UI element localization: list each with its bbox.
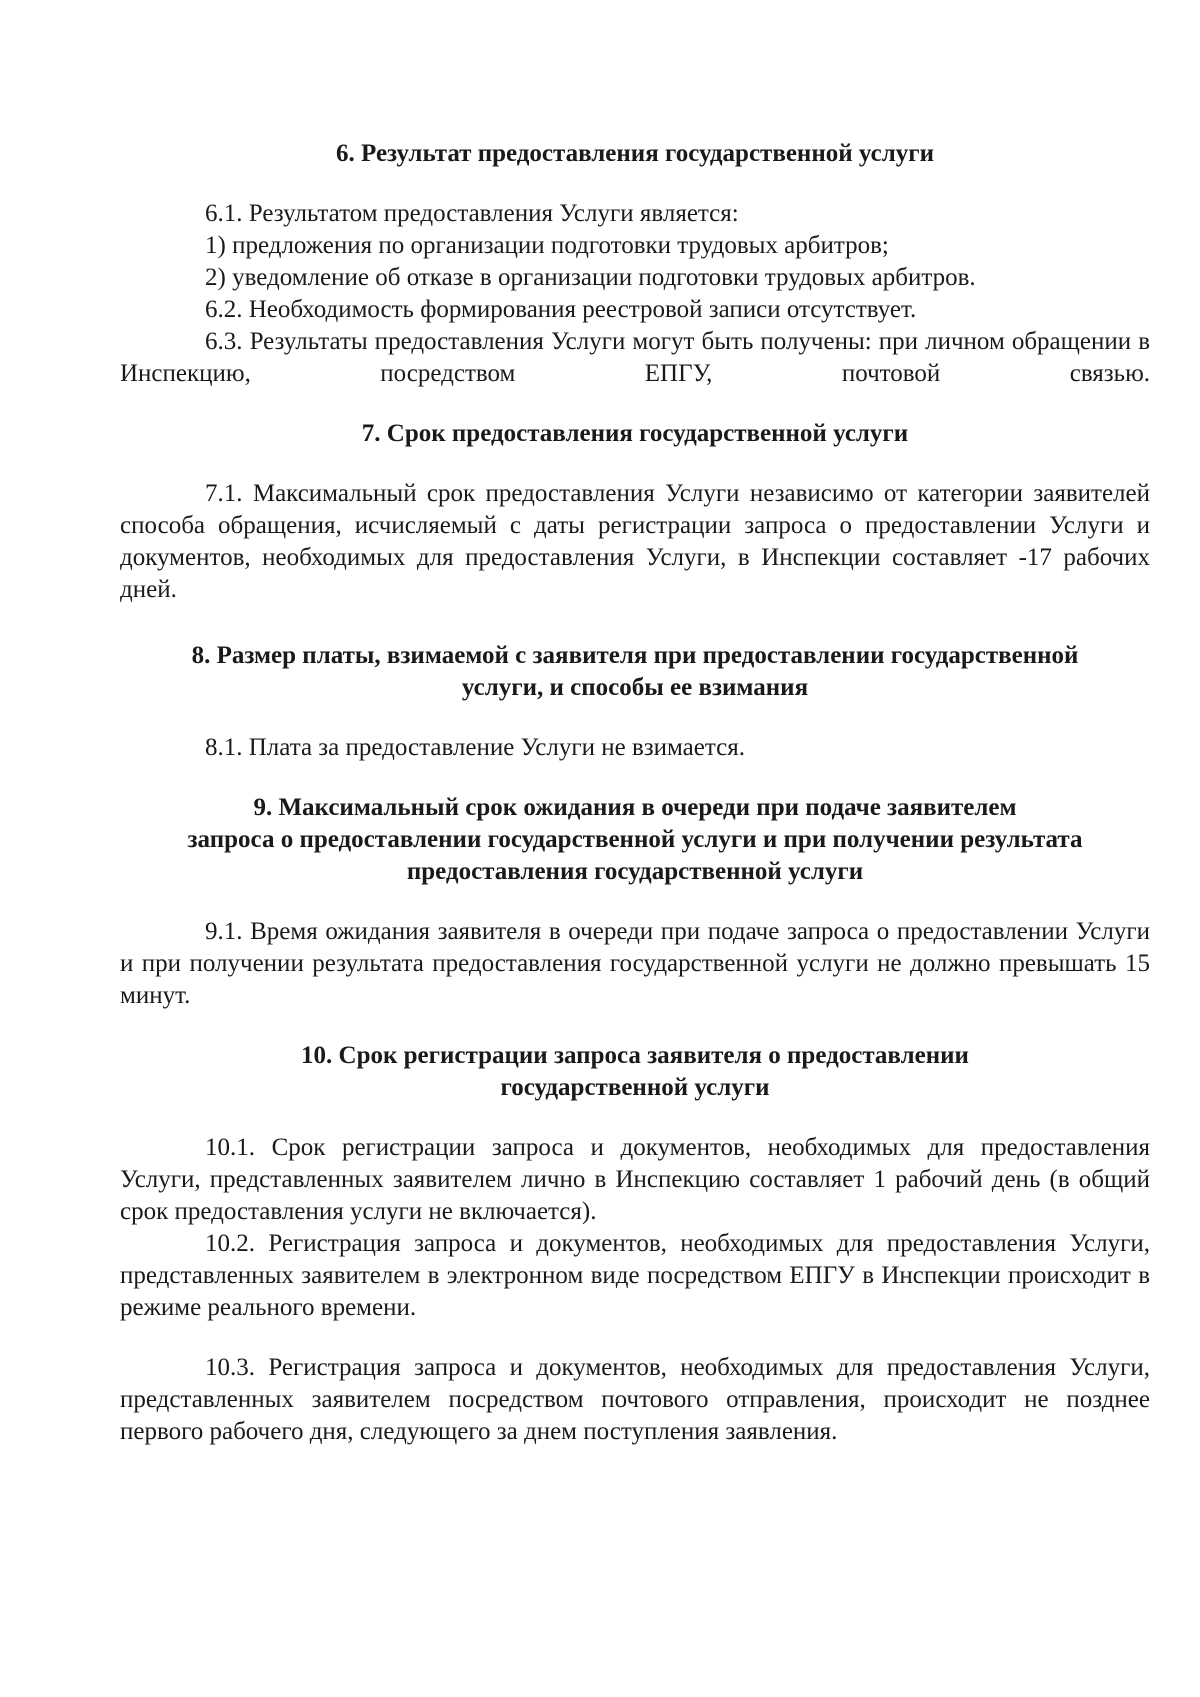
document-page xyxy=(120,138,1150,1448)
paragraph-10-3: 10.3. Регистрация запроса и документов, необходимых для предоставления Услуги, представленных заявителем посредством почтового отправления, происходит не позднее первого рабочего дня, следующего за днем поступления заявления. xyxy=(120,1354,1150,1445)
paragraph-6-3: 6.3. Результаты предоставления Услуги могут быть получены: при личном обращении в Инспекцию, посредством ЕПГУ, почтовой связью. xyxy=(120,328,1150,387)
paragraph-10-2: 10.2. Регистрация запроса и документов, необходимых для предоставления Услуги, представленных заявителем в электронном виде посредством ЕПГУ в Инспекции происходит в режиме реального времени. xyxy=(120,1230,1150,1321)
paragraph-6-2: 6.2. Необходимость формирования реестровой записи отсутствует. xyxy=(205,296,917,323)
paragraph-7-1: 7.1. Максимальный срок предоставления Услуги независимо от категории заявителей способа обращения, исчисляемый с даты регистрации запроса о предоставлении Услуги и документов, необходимых для предоставления Услуги, в Инспекции составляет -17 рабочих дней. xyxy=(120,480,1150,603)
paragraph-6-1-item-1: 1) предложения по организации подготовки трудовых арбитров; xyxy=(205,232,889,259)
section-7-heading: 7. Срок предоставления государственной услуги xyxy=(361,420,909,447)
section-8-heading-line-1: 8. Размер платы, взимаемой с заявителя при предоставлении государственной xyxy=(191,642,1079,669)
section-9-heading-line-1: 9. Максимальный срок ожидания в очереди при подаче заявителем xyxy=(253,794,1017,821)
section-9-heading-line-2: запроса о предоставлении государственной услуги и при получении результата xyxy=(187,826,1083,853)
paragraph-6-1-item-2: 2) уведомление об отказе в организации подготовки трудовых арбитров. xyxy=(205,264,976,291)
section-8-heading-line-2: услуги, и способы ее взимания xyxy=(461,674,809,701)
section-8-heading xyxy=(120,640,1150,704)
paragraph-10-1: 10.1. Срок регистрации запроса и документов, необходимых для предоставления Услуги, представленных заявителем лично в Инспекцию составляет 1 рабочий день (в общий срок предоставления услуги не включается). xyxy=(120,1134,1150,1225)
paragraph-6-1: 6.1. Результатом предоставления Услуги является: xyxy=(205,200,739,227)
section-10-heading xyxy=(120,1040,1150,1104)
section-6-heading: 6. Результат предоставления государственной услуги xyxy=(336,140,934,167)
paragraph-8-1: 8.1. Плата за предоставление Услуги не взимается. xyxy=(205,734,745,761)
section-10-heading-line-2: государственной услуги xyxy=(500,1074,770,1101)
section-10-heading-line-1: 10. Срок регистрации запроса заявителя о предоставлении xyxy=(301,1042,969,1069)
section-9-heading xyxy=(120,792,1150,888)
paragraph-9-1: 9.1. Время ожидания заявителя в очереди при подаче запроса о предоставлении Услуги и при получении результата предоставления государственной услуги не должно превышать 15 минут. xyxy=(120,918,1150,1009)
section-9-heading-line-3: предоставления государственной услуги xyxy=(406,858,864,885)
